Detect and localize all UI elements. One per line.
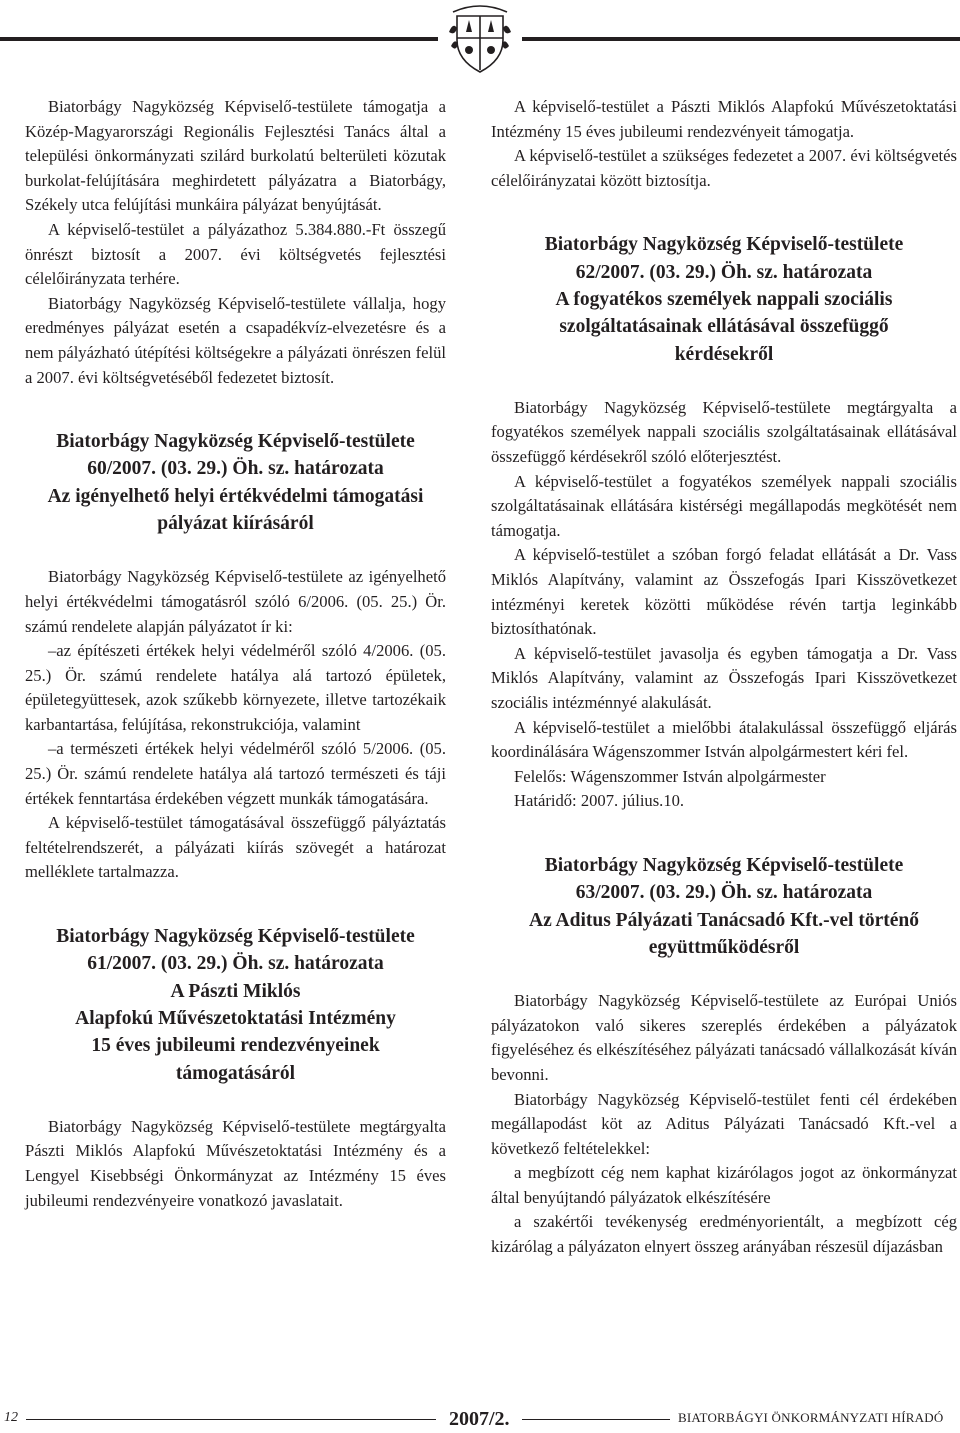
- header-rule-left: [0, 37, 438, 41]
- heading-line: Biatorbágy Nagyközség Képviselő-testülete: [544, 234, 904, 256]
- heading-line: Alapfokú Művészetoktatási Intézmény: [75, 1007, 396, 1029]
- footer-rule-right: [522, 1419, 670, 1420]
- heading-line: A Pászti Miklós: [170, 980, 301, 1002]
- continued-paragraph: A képviselő-testület a Pászti Miklós Alapfokú Művészetoktatási Intézmény 15 éves jubileumi rendezvényeit támogatja.: [491, 97, 957, 141]
- left-column: [25, 95, 446, 1213]
- continued-paragraph: A képviselő-testület a szükséges fedezetet a 2007. évi költségvetés célelőirányzatai között biztosítja.: [491, 146, 957, 190]
- heading-line: Az Aditus Pályázati Tanácsadó Kft.-vel történő: [529, 909, 919, 931]
- heading-line: 62/2007. (03. 29.) Öh. sz. határozata: [575, 261, 873, 283]
- heading-line: 60/2007. (03. 29.) Öh. sz. határozata: [87, 458, 384, 480]
- heading-line: Az igényelhető helyi értékvédelmi támogatási: [47, 485, 424, 507]
- resolution-paragraph: Biatorbágy Nagyközség Képviselő-testület fenti cél érdekében megállapodást köt az Aditus Pályázati Tanácsadó Kft.-vel a következő feltételekkel:: [491, 1089, 957, 1158]
- right-column: [491, 95, 957, 1260]
- intro-paragraph: Biatorbágy Nagyközség Képviselő-testülete vállalja, hogy eredményes pályázat esetén a csapadékvíz-elvezetésre és a nem pályázható útépítési költségekre a pályázati önrészen felül a 2007. évi költségvetéséből fedezetet biztosít.: [25, 293, 446, 387]
- issue-number: 2007/2.: [449, 1408, 510, 1430]
- heading-line: együttműködésről: [648, 936, 800, 958]
- resolution-63-heading: [491, 852, 957, 961]
- heading-line: Biatorbágy Nagyközség Képviselő-testülete: [56, 926, 415, 948]
- resolution-paragraph: A képviselő-testület a szóban forgó feladat ellátását a Dr. Vass Miklós Alapítvány, valamint az Összefogás Ipari Kisszövetkezet intézményi keretek közötti működése révén tartja leginkább biztosíthatónak.: [491, 545, 957, 639]
- heading-line: támogatásáról: [175, 1062, 296, 1084]
- heading-line: Biatorbágy Nagyközség Képviselő-testülete: [544, 854, 904, 876]
- resolution-60-heading: [25, 428, 446, 537]
- responsible-line: Felelős: Wágenszommer István alpolgármester: [514, 766, 826, 786]
- heading-line: 15 éves jubileumi rendezvényeinek: [91, 1035, 380, 1057]
- footer-rule-left: [26, 1419, 436, 1420]
- heading-line: A fogyatékos személyek nappali szociális: [555, 288, 893, 310]
- resolution-paragraph: Biatorbágy Nagyközség Képviselő-testülete az Európai Uniós pályázatokon való sikeres szereplés érdekében a pályázatok figyeléséhez és elkészítéséhez pályázati tanácsadó vállalkozását kíván bevonni.: [491, 991, 957, 1084]
- heading-line: 63/2007. (03. 29.) Öh. sz. határozata: [575, 882, 873, 904]
- municipal-coat-of-arms-icon: [447, 2, 513, 76]
- heading-line: kérdésekről: [674, 343, 774, 365]
- publication-title: BIATORBÁGYI ÖNKORMÁNYZATI HÍRADÓ: [678, 1410, 944, 1425]
- heading-line: 61/2007. (03. 29.) Öh. sz. határozata: [87, 953, 384, 975]
- header-rule-right: [522, 37, 960, 41]
- resolution-paragraph: –a természeti értékek helyi védelméről szóló 5/2006. (05. 25.) Ör. számú rendelete hatálya alá tartozó természeti és táji értékek fenntartása érdekében végzett munkák támogatására.: [25, 739, 446, 808]
- resolution-paragraph: A képviselő-testület a mielőbbi átalakulással összefüggő eljárás koordinálására Wágenszommer István alpolgármestert kéri fel.: [491, 717, 957, 762]
- resolution-paragraph: –az építészeti értékek helyi védelméről szóló 4/2006. (05. 25.) Ör. számú rendelete hatálya alá tartozó épületek, épületegyüttesek, azok szűkebb környezete, illetve tartozékaik karbantartása, felújítása, rekonstrukciója, valamint: [25, 641, 446, 734]
- resolution-paragraph: a szakértői tevékenység eredményorientált, a megbízott cég kizárólag a pályázaton elnyert összeg arányában részesül díjazásban: [491, 1212, 957, 1257]
- heading-line: szolgáltatásainak ellátásával összefüggő: [559, 316, 889, 338]
- resolution-paragraph: Biatorbágy Nagyközség Képviselő-testülete megtárgyalta Pászti Miklós Alapfokú Művészetoktatási Intézmény és a Lengyel Kisebbségi Önkormányzat az Intézmény 15 éves jubileumi rendezvényeire vonatkozó javaslatait.: [25, 1116, 446, 1210]
- resolution-paragraph: A képviselő-testület javasolja és egyben támogatja a Dr. Vass Miklós Alapítvány, valamint az Összefogás Ipari Kisszövetkezet szociális intézménnyé alakulását.: [491, 643, 957, 712]
- heading-line: Biatorbágy Nagyközség Képviselő-testülete: [56, 431, 415, 453]
- page-number: 12: [4, 1410, 18, 1425]
- deadline-line: Határidő: 2007. július.10.: [514, 791, 685, 811]
- resolution-paragraph: a megbízott cég nem kaphat kizárólagos jogot az önkormányzat által benyújtandó pályázatok elkészítésére: [491, 1163, 957, 1207]
- heading-line: pályázat kiírásáról: [157, 513, 314, 535]
- intro-paragraph: Biatorbágy Nagyközség Képviselő-testülete támogatja a Közép-Magyarországi Regionális Fejlesztési Tanács által a települési önkormányzati szilárd burkolatú belterületi közutak burkolat-felújítására meghirdetett pályázatra a Biatorbágy, Székely utca felújítási munkáira pályázat benyújtását.: [25, 97, 446, 215]
- resolution-paragraph: A képviselő-testület a fogyatékos személyek nappali szociális szolgáltatásainak ellátására kistérségi megállapodás megkötését nem támogatja.: [491, 471, 957, 540]
- resolution-61-heading: [25, 923, 446, 1087]
- resolution-paragraph: Biatorbágy Nagyközség Képviselő-testülete az igényelhető helyi értékvédelmi támogatásról szóló 6/2006. (05. 25.) Ör. számú rendelete alapján pályázatot ír ki:: [25, 567, 446, 636]
- resolution-paragraph: Biatorbágy Nagyközség Képviselő-testülete megtárgyalta a fogyatékos személyek nappali szociális szolgáltatásainak ellátásával összefüggő kérdésekről szóló előterjesztést.: [491, 397, 957, 467]
- resolution-62-heading: [491, 231, 957, 367]
- intro-paragraph: A képviselő-testület a pályázathoz 5.384.880.-Ft összegű önrészt biztosít a 2007. évi költségvetés fejlesztési célelőirányzata terhére.: [25, 219, 446, 289]
- resolution-paragraph: A képviselő-testület támogatásával összefüggő pályáztatás feltételrendszerét, a pályázati kiírás szövegét a határozat melléklete tartalmazza.: [25, 813, 446, 882]
